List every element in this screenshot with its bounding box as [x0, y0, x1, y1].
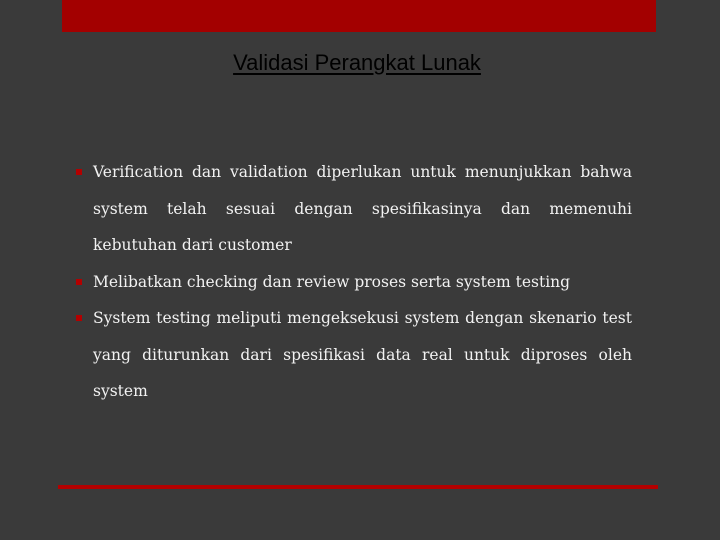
- bullet-item: [76, 154, 632, 264]
- bullet-text: System testing meliputi mengeksekusi system dengan skenario test yang diturunkan dari spesifikasi data real untuk diproses oleh system: [93, 309, 632, 400]
- slide-title: Validasi Perangkat Lunak: [233, 50, 481, 75]
- bullet-text: Verification dan validation diperlukan untuk menunjukkan bahwa system telah sesuai dengan spesifikasinya dan memenuhi kebutuhan dari customer: [93, 163, 632, 254]
- bullet-item: [76, 264, 632, 301]
- bullet-text: Melibatkan checking dan review proses serta system testing: [93, 272, 571, 291]
- bullet-list: [76, 154, 632, 410]
- square-bullet-icon: [76, 169, 82, 175]
- bottom-accent-line: [58, 485, 658, 489]
- square-bullet-icon: [76, 315, 82, 321]
- top-accent-bar: [62, 0, 656, 32]
- bullet-item: [76, 300, 632, 410]
- square-bullet-icon: [76, 279, 82, 285]
